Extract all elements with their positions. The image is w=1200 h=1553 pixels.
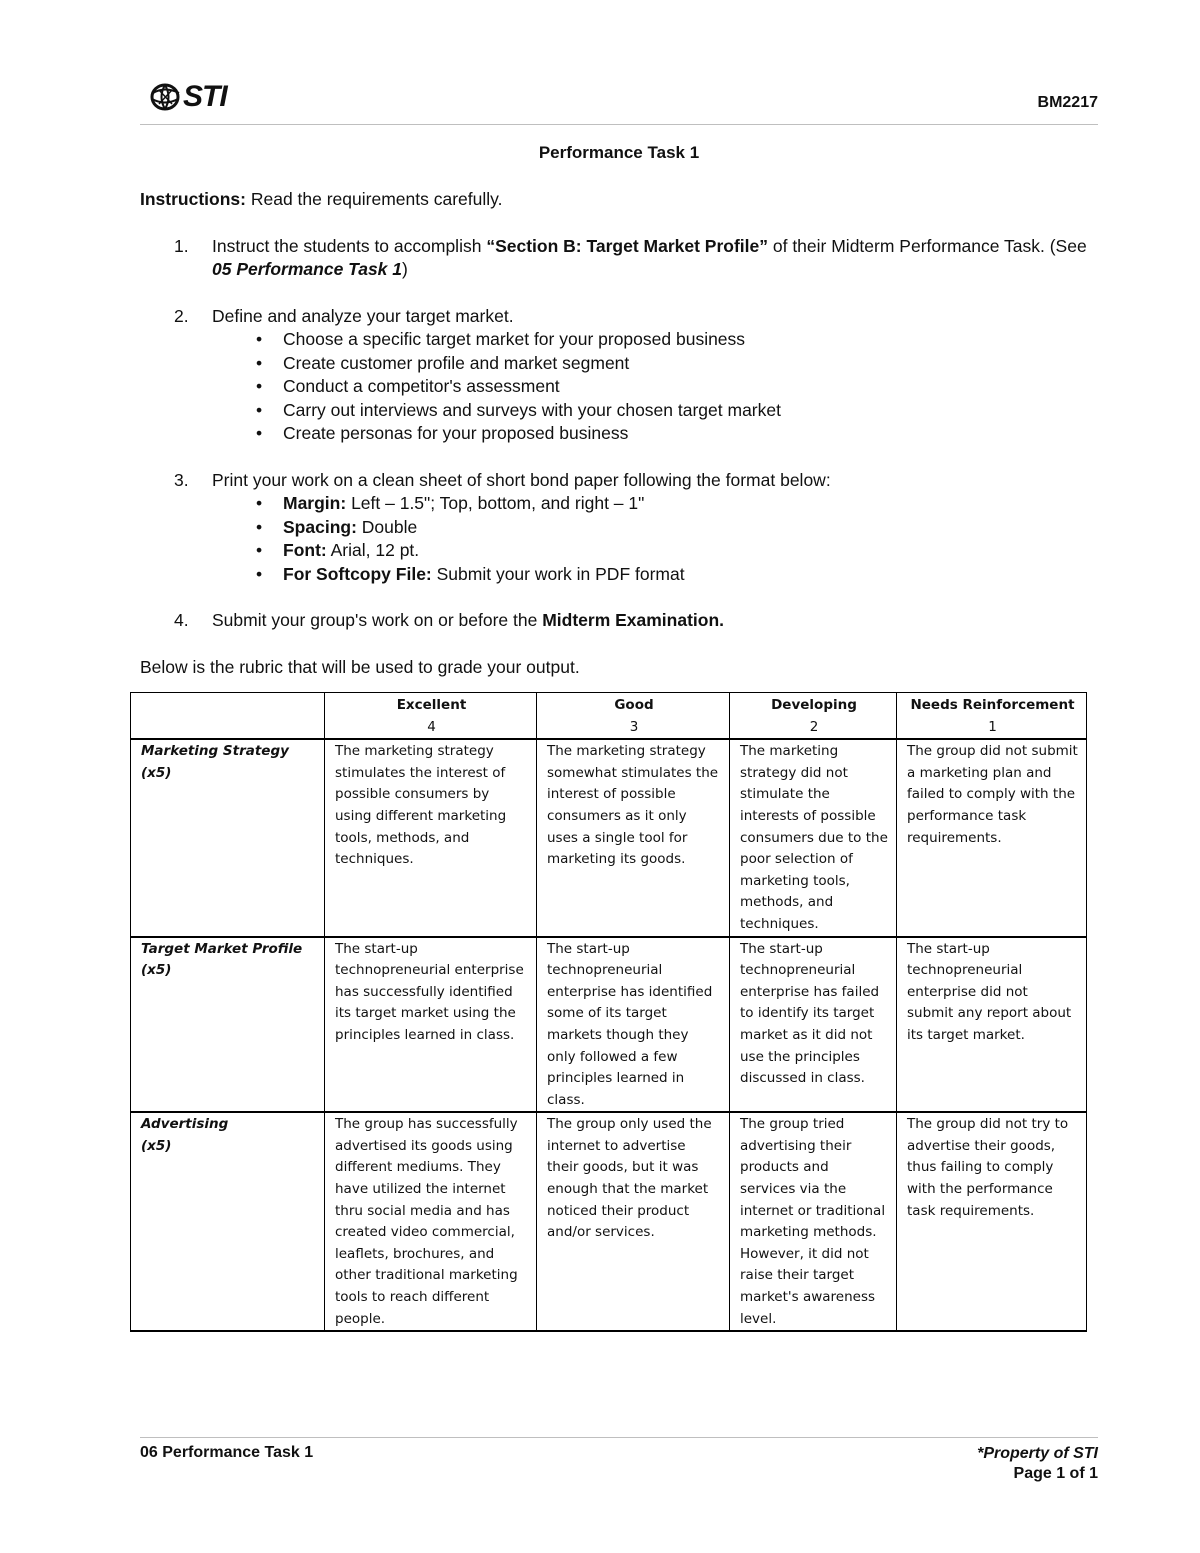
descriptor-cell: The start-up technopreneurial enterprise has failed to identify its target market as it did not use the principles discussed in class.: [730, 937, 897, 1113]
bullet-item: • Carry out interviews and surveys with your chosen target market: [256, 399, 781, 420]
bullet-item: • Conduct a competitor's assessment: [256, 376, 560, 396]
descriptor-cell: The group has successfully advertised its goods using different mediums. They have utilized the internet thru social media and has created video commercial, leaflets, brochures, and other traditional marketing tools to reach different people.: [325, 1112, 537, 1331]
rubric-corner-cell: [131, 693, 325, 740]
descriptor-cell: The group did not submit a marketing plan and failed to comply with the performance task requirements.: [897, 739, 1087, 936]
step-text: Instruct the students to accomplish: [212, 235, 487, 256]
format-item-softcopy: • For Softcopy File: Submit your work in PDF format: [256, 563, 685, 584]
step-text: Submit your group's work on or before the: [212, 610, 543, 630]
rubric-header-row: [131, 693, 1087, 740]
step-number: 4.: [174, 610, 189, 630]
bullet-item: • Create personas for your proposed business: [256, 423, 629, 443]
descriptor-cell: The group only used the internet to advertise their goods, but it was enough that the market noticed their product and/or services.: [537, 1112, 730, 1331]
step-number: 2.: [174, 305, 189, 326]
step-2: [140, 305, 1098, 446]
step-section-ref: “Section B: Target Market Profile”: [486, 235, 768, 256]
sti-logo: [150, 82, 227, 112]
descriptor-cell: The marketing strategy somewhat stimulates the interest of possible consumers as it only uses a single tool for marketing its goods.: [537, 739, 730, 936]
format-item-spacing: • Spacing: Double: [256, 516, 418, 537]
footer-document-name: 06 Performance Task 1: [140, 1444, 314, 1461]
globe-icon: [150, 82, 182, 112]
step-4: [140, 609, 1098, 633]
descriptor-cell: The group did not try to advertise their goods, thus failing to comply with the performance task requirements.: [897, 1112, 1087, 1331]
descriptor-cell: The marketing strategy did not stimulate the interests of possible consumers due to the poor selection of marketing tools, methods, and techniques.: [730, 739, 897, 936]
descriptor-cell: The start-up technopreneurial enterprise has identified some of its target markets though they only followed a few principles learned in class.: [537, 937, 730, 1113]
document-code: BM2217: [1037, 94, 1098, 111]
bullet-item: • Create customer profile and market segment: [256, 352, 630, 373]
step-number: 3.: [174, 469, 189, 490]
step-text: Print your work on a clean sheet of short bond paper following the format below:: [212, 469, 831, 490]
page-number: Page 1 of 1: [1013, 1465, 1098, 1482]
step-2-bullets: [212, 328, 1098, 446]
rubric-intro: Below is the rubric that will be used to grade your output.: [140, 656, 580, 677]
instructions-section: [140, 188, 1098, 679]
criterion-cell: Target Market Profile (x5): [131, 937, 325, 1113]
logo-text: STI: [183, 80, 227, 113]
footer-right: [977, 1444, 1098, 1484]
step-text: Define and analyze your target market.: [212, 305, 514, 326]
level-header: Needs Reinforcement 1: [897, 693, 1087, 740]
instructions-label: Instructions:: [140, 189, 246, 209]
level-header: Excellent 4: [325, 693, 537, 740]
table-row: [131, 1112, 1087, 1331]
footer-property: *Property of STI: [977, 1445, 1098, 1462]
bullet-item: • Choose a specific target market for your proposed business: [256, 329, 746, 349]
descriptor-cell: The group tried advertising their products and services via the internet or traditional marketing methods. However, it did not raise their target market's awareness level.: [730, 1112, 897, 1331]
step-task-ref: 05 Performance Task 1: [212, 259, 403, 279]
instructions-text: Read the requirements carefully.: [245, 189, 503, 209]
step-3-bullets: [212, 492, 1098, 586]
criterion-cell: Marketing Strategy (x5): [131, 739, 325, 936]
format-item-margin: • Margin: Left – 1.5"; Top, bottom, and right – 1": [256, 493, 645, 513]
step-1: [140, 235, 1098, 282]
step-text: of their Midterm Performance Task. (See: [768, 235, 1087, 256]
steps-list: [140, 235, 1098, 633]
rubric-table: [130, 692, 1087, 1332]
level-header: Developing 2: [730, 693, 897, 740]
instructions-line: [140, 188, 1098, 212]
header-divider: [140, 124, 1098, 125]
descriptor-cell: The start-up technopreneurial enterprise has successfully identified its target market using the principles learned in class.: [325, 937, 537, 1113]
page-title: Performance Task 1: [538, 143, 700, 162]
table-row: [131, 739, 1087, 936]
table-row: [131, 937, 1087, 1113]
step-deadline: Midterm Examination.: [542, 610, 725, 630]
descriptor-cell: The start-up technopreneurial enterprise did not submit any report about its target market.: [897, 937, 1087, 1113]
level-header: Good 3: [537, 693, 730, 740]
criterion-cell: Advertising (x5): [131, 1112, 325, 1331]
step-number: 1.: [174, 235, 189, 256]
step-text: ): [402, 259, 408, 279]
step-3: [140, 469, 1098, 587]
format-item-font: • Font: Arial, 12 pt.: [256, 540, 420, 560]
footer-divider: [140, 1437, 1098, 1438]
descriptor-cell: The marketing strategy stimulates the interest of possible consumers by using different marketing tools, methods, and techniques.: [325, 739, 537, 936]
